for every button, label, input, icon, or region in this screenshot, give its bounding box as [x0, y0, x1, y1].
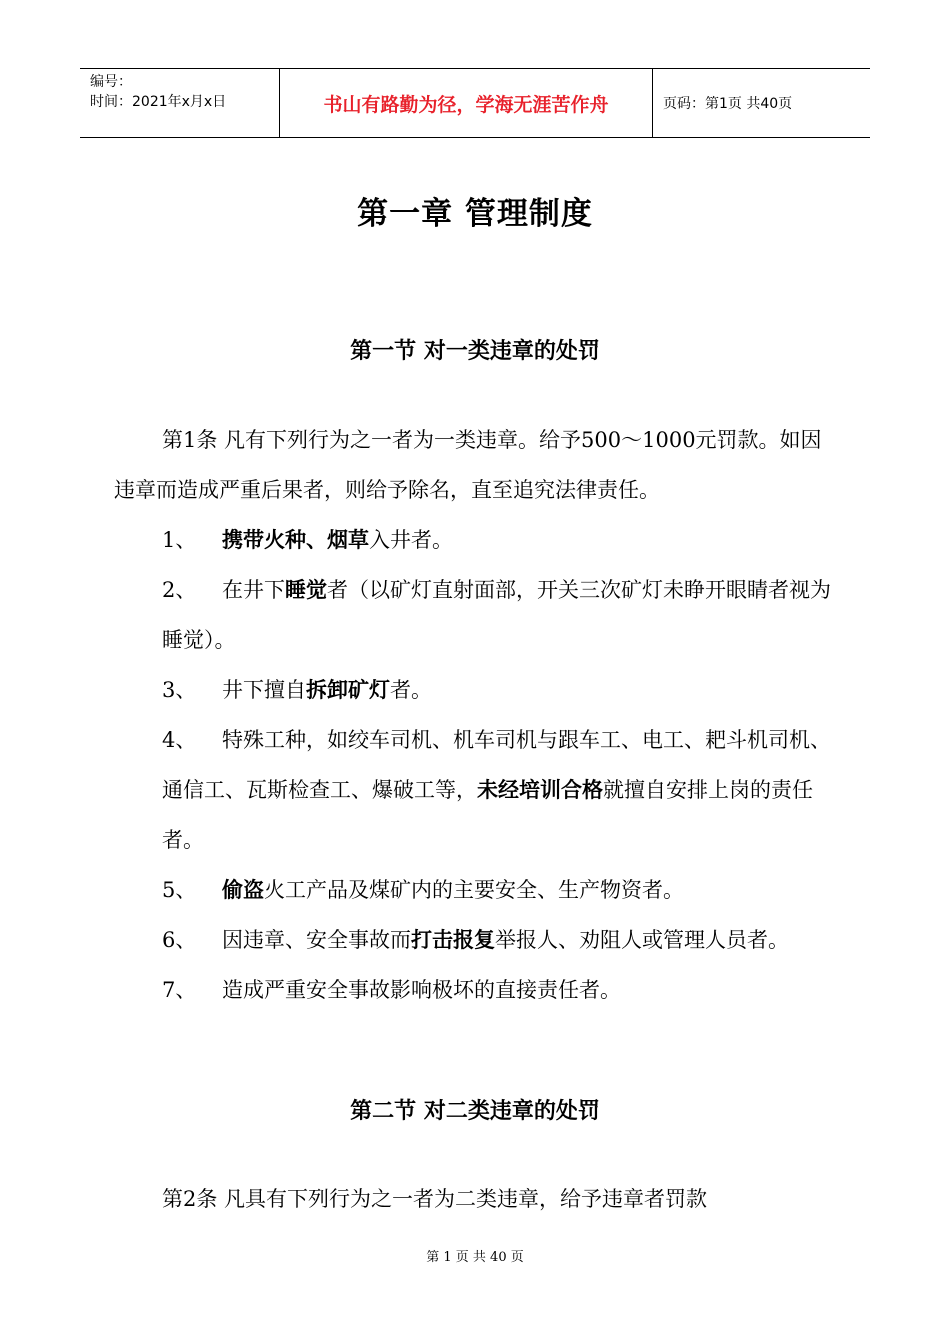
item-text: 入井者。 [369, 528, 453, 552]
emphasis-text: 未经培训合格 [477, 778, 603, 802]
list-item-number: 1、 [162, 528, 197, 552]
header-motto: 书山有路勤为径，学海无涯苦作舟 [280, 69, 653, 137]
section-2-body [114, 1174, 838, 1224]
header-table [80, 68, 870, 138]
item-text: 就擅自安排上岗的责任者。 [162, 778, 813, 852]
list-item [114, 665, 838, 715]
article-1: 第1条 凡有下列行为之一者为一类违章。给予500～1000元罚款。如因违章而造成严重后果者，则给予除名，直至追究法律责任。 [114, 428, 822, 502]
item-text: 火工产品及煤矿内的主要安全、生产物资者。 [264, 878, 684, 902]
emphasis-text: 打击报复 [411, 928, 495, 952]
item-text: 造成严重安全事故影响极坏的直接责任者。 [222, 978, 621, 1002]
section-2-title: 第二节 对二类违章的处罚 [350, 1099, 600, 1124]
list-item-number: 3、 [162, 678, 197, 702]
list-item-number: 5、 [162, 878, 197, 902]
chapter-title: 第一章 管理制度 [357, 196, 593, 232]
list-item [114, 715, 838, 865]
emphasis-text: 睡觉 [285, 578, 327, 602]
list-item-number: 4、 [162, 728, 197, 752]
list-item-number: 7、 [162, 978, 197, 1002]
item-text: 井下擅自 [222, 678, 306, 702]
article-2: 第2条 凡具有下列行为之一者为二类违章，给予违章者罚款 [162, 1187, 708, 1211]
header-page-info: 页码：第1页 共40页 [663, 96, 793, 112]
list-item [114, 565, 838, 665]
item-text: 因违章、安全事故而 [222, 928, 411, 952]
emphasis-text: 偷盗 [222, 878, 264, 902]
list-item [114, 515, 838, 565]
article-1-items [114, 515, 838, 1015]
emphasis-text: 拆卸矿灯 [306, 678, 390, 702]
list-item-number: 6、 [162, 928, 197, 952]
list-item [114, 915, 838, 965]
list-item [114, 965, 838, 1015]
section-1-body [114, 415, 838, 1015]
header-meta [80, 69, 280, 137]
time-label: 时间：2021年x月x日 [90, 94, 227, 110]
list-item-number: 2、 [162, 578, 197, 602]
number-label: 编号： [90, 74, 132, 90]
item-text: 者。 [390, 678, 432, 702]
item-text: 在井下 [222, 578, 285, 602]
page-footer: 第 1 页 共 40 页 [426, 1250, 524, 1265]
item-text: 者（以矿灯直射面部，开关三次矿灯未睁开眼睛者视为睡觉）。 [162, 578, 831, 652]
item-text: 特殊工种，如绞车司机、机车司机与跟车工、电工、耙斗机司机、通信工、瓦斯检查工、爆破工等， [162, 728, 831, 802]
emphasis-text: 携带火种、烟草 [222, 528, 369, 552]
section-1-title: 第一节 对一类违章的处罚 [350, 339, 600, 364]
list-item [114, 865, 838, 915]
item-text: 举报人、劝阻人或管理人员者。 [495, 928, 789, 952]
